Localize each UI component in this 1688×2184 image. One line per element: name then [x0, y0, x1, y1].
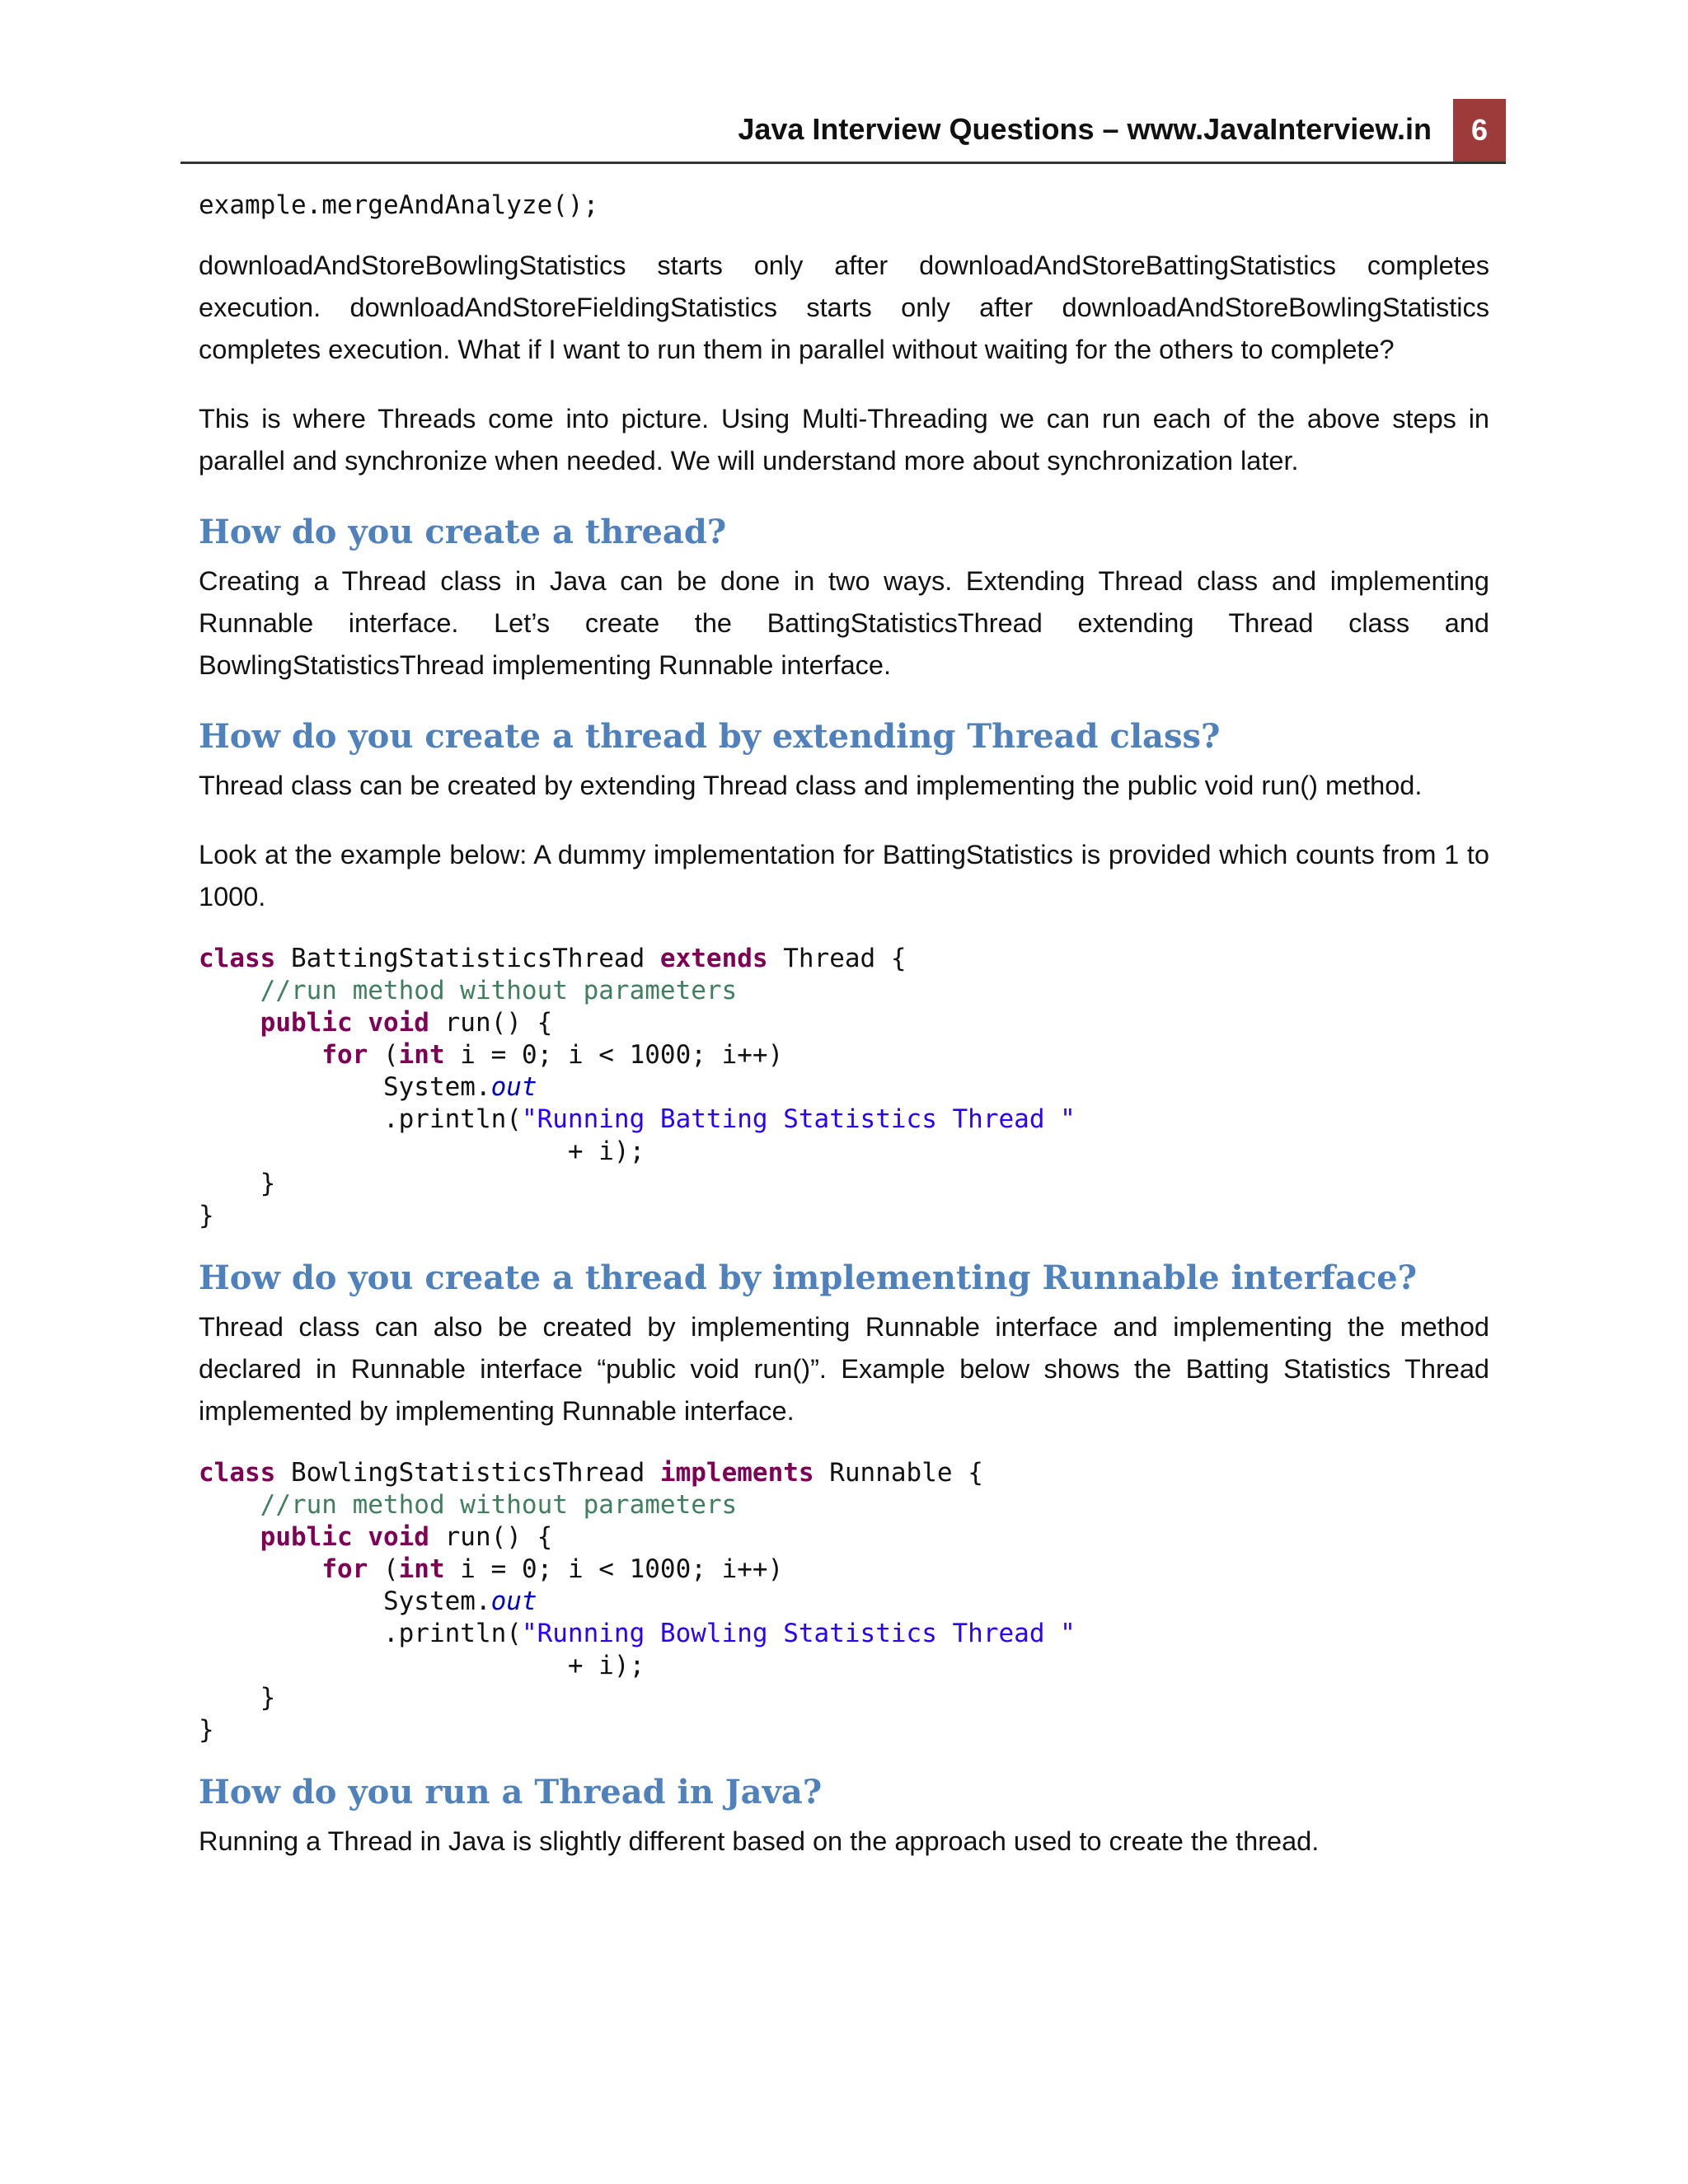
heading-implementing-runnable: How do you create a thread by implementing Runnable interface?: [199, 1258, 1418, 1297]
code-comment: //run method without parameters: [199, 976, 738, 1005]
code-line: + i);: [199, 1651, 645, 1680]
page-header: [181, 99, 1506, 164]
paragraph-run-thread: Running a Thread in Java is slightly different based on the approach used to create the thread.: [199, 1826, 1320, 1856]
code-line: }: [199, 1683, 276, 1713]
paragraph-threads-intro: This is where Threads come into picture. Using Multi-Threading we can run each of the above steps in parallel and synchronize when needed. We will understand more about synchronization later.: [199, 404, 1489, 476]
heading-extending-thread: How do you create a thread by extending Thread class?: [199, 717, 1221, 756]
code-line: class BattingStatisticsThread extends Thread {: [199, 944, 907, 973]
code-block-batting-thread: [199, 943, 1489, 1232]
code-line: System.out: [199, 1586, 537, 1616]
code-line: .println("Running Bowling Statistics Thread ": [199, 1619, 1076, 1648]
page-number-badge: 6: [1453, 99, 1506, 162]
paragraph-sequential-execution: downloadAndStoreBowlingStatistics starts only after downloadAndStoreBattingStatistics completes execution. downloadAndStoreFieldingStatistics starts only after downloadAndStoreBowlingStatistics completes execution. What if I want to run them in parallel without waiting for the others to complete?: [199, 251, 1489, 364]
code-snippet-merge: example.mergeAndAnalyze();: [199, 190, 599, 220]
code-line: }: [199, 1169, 276, 1198]
code-line: for (int i = 0; i < 1000; i++): [321, 1040, 784, 1070]
paragraph-example-intro: Look at the example below: A dummy implementation for BattingStatistics is provided which counts from 1 to 1000.: [199, 840, 1489, 912]
paragraph-implementing-runnable: Thread class can also be created by implementing Runnable interface and implementing the method declared in Runnable interface “public void run()”. Example below shows the Batting Statistics Thread implemented by implementing Runnable interface.: [199, 1312, 1489, 1426]
code-comment: //run method without parameters: [199, 1490, 738, 1520]
code-line: }: [199, 1201, 214, 1230]
code-line: class BowlingStatisticsThread implements Runnable {: [199, 1458, 983, 1488]
code-line: public void run() {: [260, 1522, 553, 1552]
code-line: .println("Running Batting Statistics Thread ": [199, 1104, 1076, 1134]
heading-create-thread: How do you create a thread?: [199, 513, 727, 551]
code-block-bowling-thread: [199, 1457, 1489, 1746]
code-line: }: [199, 1715, 214, 1745]
paragraph-create-thread: Creating a Thread class in Java can be done in two ways. Extending Thread class and implementing Runnable interface. Let’s create the BattingStatisticsThread extending Thread class and BowlingStatisticsThread implementing Runnable interface.: [199, 566, 1489, 680]
header-title: Java Interview Questions – www.JavaInterview.in: [738, 112, 1432, 146]
code-line: + i);: [199, 1137, 645, 1166]
code-line: for (int i = 0; i < 1000; i++): [321, 1554, 784, 1584]
code-line: public void run() {: [260, 1008, 553, 1038]
code-line: System.out: [199, 1072, 537, 1102]
paragraph-extending-thread: Thread class can be created by extending Thread class and implementing the public void run() method.: [199, 771, 1423, 800]
heading-run-thread: How do you run a Thread in Java?: [199, 1773, 823, 1811]
page-content: [199, 190, 1489, 1890]
